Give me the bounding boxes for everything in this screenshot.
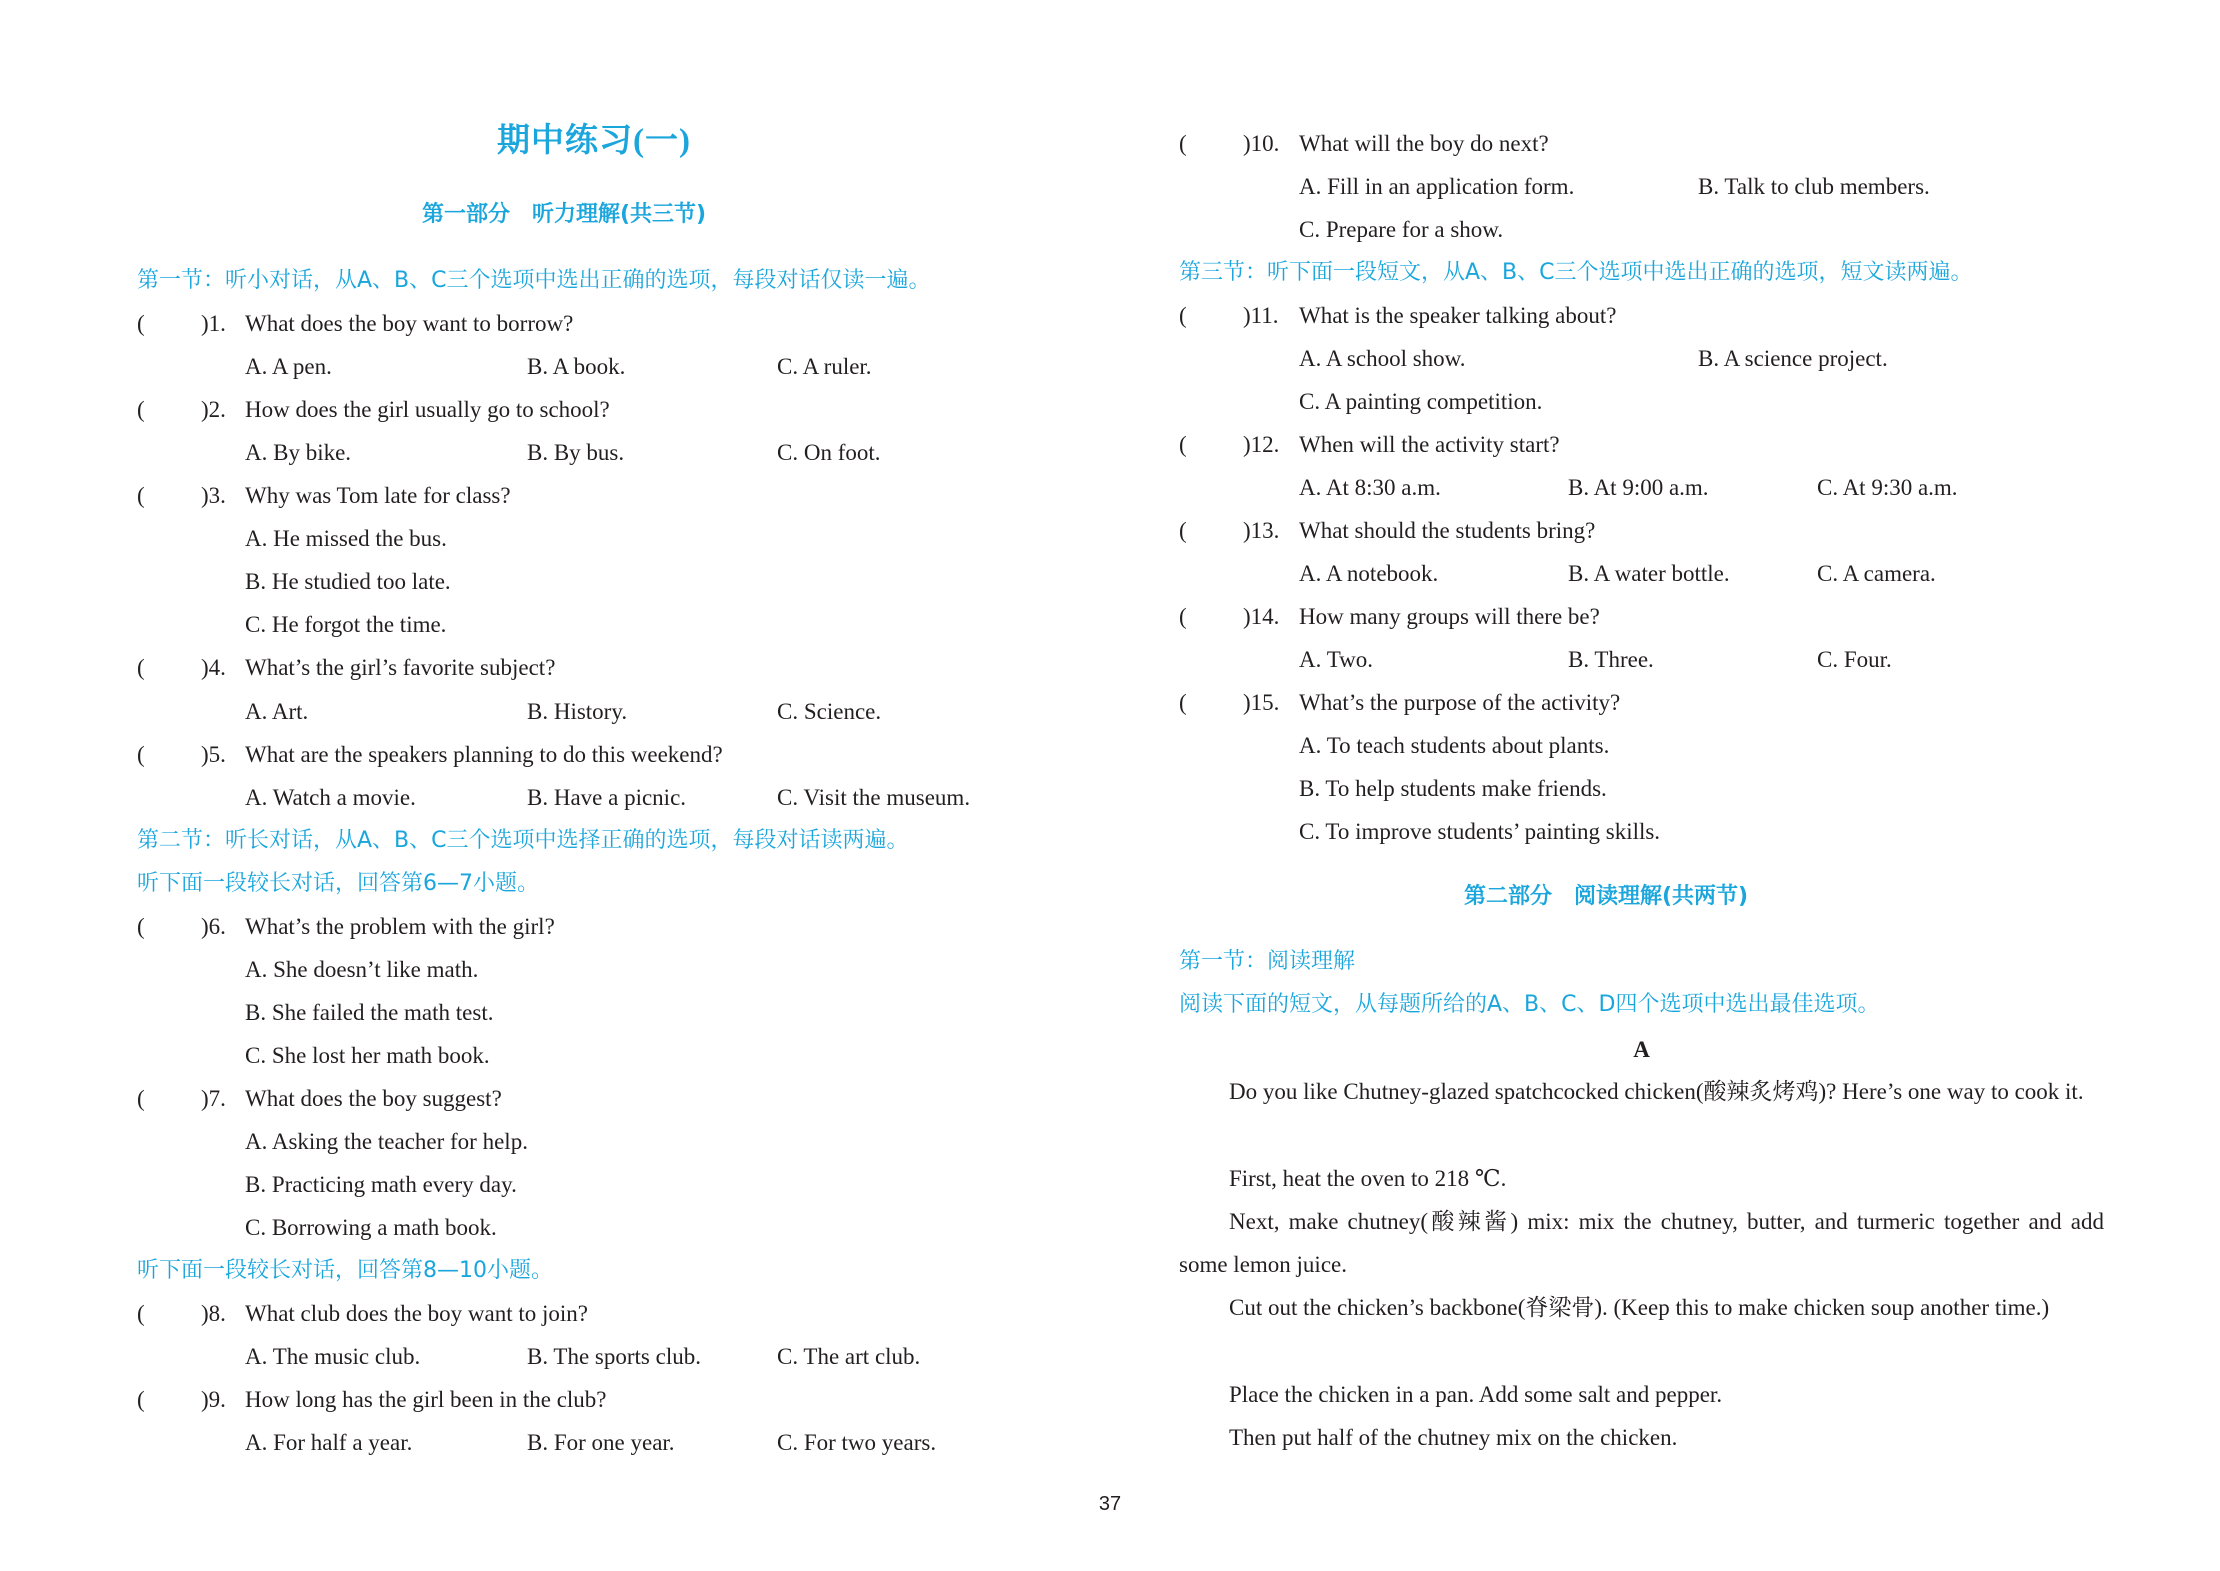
option-a: A. She doesn’t like math. bbox=[245, 957, 479, 982]
page-title: 期中练习(一) bbox=[497, 123, 691, 159]
option-c: C. At 9:30 a.m. bbox=[1817, 475, 1958, 500]
passage-paragraph: Place the chicken in a pan. Add some salt and pepper. bbox=[1229, 1382, 1723, 1407]
right-column bbox=[1179, 0, 2104, 1571]
option-a: A. To teach students about plants. bbox=[1299, 733, 1610, 758]
question-number: )9. bbox=[201, 1387, 226, 1412]
left-column bbox=[137, 0, 1017, 1571]
question-text: Why was Tom late for class? bbox=[245, 483, 511, 508]
option-c: C. She lost her math book. bbox=[245, 1043, 490, 1068]
part2-heading: 第二部分 阅读理解(共两节) bbox=[1464, 884, 1749, 909]
passage-paragraph: Cut out the chicken’s backbone(脊梁骨). (Keep this to make chicken soup another time.) bbox=[1229, 1295, 2050, 1320]
question-number: )2. bbox=[201, 397, 226, 422]
question-number: )14. bbox=[1243, 604, 1280, 629]
option-c: C. He forgot the time. bbox=[245, 612, 447, 637]
question-number: )12. bbox=[1243, 432, 1280, 457]
option-b: B. The sports club. bbox=[527, 1344, 701, 1369]
option-a: A. For half a year. bbox=[245, 1430, 413, 1455]
option-c: C. On foot. bbox=[777, 440, 881, 465]
answer-blank[interactable]: ( bbox=[137, 397, 145, 422]
section2-instruction: 第二节：听长对话，从A、B、C三个选项中选择正确的选项，每段对话读两遍。 bbox=[137, 828, 909, 853]
question-text: What are the speakers planning to do this weekend? bbox=[245, 742, 723, 767]
option-b: B. She failed the math test. bbox=[245, 1000, 494, 1025]
question-number: )13. bbox=[1243, 518, 1280, 543]
option-b: B. History. bbox=[527, 699, 628, 724]
question-text: What club does the boy want to join? bbox=[245, 1301, 589, 1326]
answer-blank[interactable]: ( bbox=[137, 914, 145, 939]
option-b: B. Talk to club members. bbox=[1698, 174, 1930, 199]
question-text: What does the boy suggest? bbox=[245, 1086, 502, 1111]
option-c: C. Science. bbox=[777, 699, 882, 724]
option-a: A. The music club. bbox=[245, 1344, 421, 1369]
answer-blank[interactable]: ( bbox=[137, 1387, 145, 1412]
option-b: B. At 9:00 a.m. bbox=[1568, 475, 1709, 500]
answer-blank[interactable]: ( bbox=[137, 311, 145, 336]
question-text: What’s the girl’s favorite subject? bbox=[245, 655, 556, 680]
section2-subinstruction-2: 听下面一段较长对话，回答第8—10小题。 bbox=[137, 1258, 553, 1283]
passage-paragraph: Do you like Chutney-glazed spatchcocked chicken(酸辣炙烤鸡)? Here’s one way to cook it. bbox=[1229, 1079, 2084, 1104]
question-text: What’s the problem with the girl? bbox=[245, 914, 555, 939]
answer-blank[interactable]: ( bbox=[137, 1301, 145, 1326]
question-number: )11. bbox=[1243, 303, 1279, 328]
option-c: C. A camera. bbox=[1817, 561, 1936, 586]
question-number: )3. bbox=[201, 483, 226, 508]
question-number: )10. bbox=[1243, 131, 1280, 156]
section4-heading: 第一节：阅读理解 bbox=[1179, 949, 1356, 974]
passage-label: A bbox=[1633, 1037, 1650, 1062]
question-text: When will the activity start? bbox=[1299, 432, 1560, 457]
answer-blank[interactable]: ( bbox=[137, 742, 145, 767]
question-text: What will the boy do next? bbox=[1299, 131, 1549, 156]
option-c: C. Borrowing a math book. bbox=[245, 1215, 497, 1240]
answer-blank[interactable]: ( bbox=[137, 1086, 145, 1111]
option-b: B. To help students make friends. bbox=[1299, 776, 1607, 801]
section3-instruction: 第三节：听下面一段短文，从A、B、C三个选项中选出正确的选项，短文读两遍。 bbox=[1179, 260, 1973, 285]
passage-paragraph: Then put half of the chutney mix on the chicken. bbox=[1229, 1425, 1678, 1450]
option-a: A. At 8:30 a.m. bbox=[1299, 475, 1441, 500]
option-a: A. Fill in an application form. bbox=[1299, 174, 1575, 199]
passage-paragraph: First, heat the oven to 218 ℃. bbox=[1229, 1166, 1507, 1191]
option-b: B. A water bottle. bbox=[1568, 561, 1730, 586]
passage-paragraph: Next, make chutney(酸辣酱) mix: mix the chutney, butter, and turmeric together and add some lemon juice. bbox=[1179, 1209, 2104, 1277]
option-c: C. To improve students’ painting skills. bbox=[1299, 819, 1661, 844]
option-b: B. Three. bbox=[1568, 647, 1654, 672]
option-b: B. A book. bbox=[527, 354, 626, 379]
question-text: What should the students bring? bbox=[1299, 518, 1596, 543]
option-a: A. Watch a movie. bbox=[245, 785, 416, 810]
question-number: )5. bbox=[201, 742, 226, 767]
answer-blank[interactable]: ( bbox=[137, 655, 145, 680]
part1-heading: 第一部分 听力理解(共三节) bbox=[422, 202, 707, 227]
option-a: A. Asking the teacher for help. bbox=[245, 1129, 528, 1154]
option-a: A. By bike. bbox=[245, 440, 352, 465]
option-a: A. A notebook. bbox=[1299, 561, 1439, 586]
option-c: C. Prepare for a show. bbox=[1299, 217, 1504, 242]
option-a: A. A school show. bbox=[1299, 346, 1466, 371]
option-b: B. Have a picnic. bbox=[527, 785, 687, 810]
question-number: )4. bbox=[201, 655, 226, 680]
option-b: B. A science project. bbox=[1698, 346, 1888, 371]
option-b: B. By bus. bbox=[527, 440, 625, 465]
section2-subinstruction-1: 听下面一段较长对话，回答第6—7小题。 bbox=[137, 871, 539, 896]
answer-blank[interactable]: ( bbox=[1179, 690, 1187, 715]
section4-instruction: 阅读下面的短文，从每题所给的A、B、C、D四个选项中选出最佳选项。 bbox=[1179, 992, 1880, 1017]
question-number: )1. bbox=[201, 311, 226, 336]
option-c: C. The art club. bbox=[777, 1344, 921, 1369]
question-text: How does the girl usually go to school? bbox=[245, 397, 610, 422]
answer-blank[interactable]: ( bbox=[1179, 432, 1187, 457]
answer-blank[interactable]: ( bbox=[1179, 131, 1187, 156]
option-b: B. He studied too late. bbox=[245, 569, 451, 594]
section1-instruction: 第一节：听小对话，从A、B、C三个选项中选出正确的选项，每段对话仅读一遍。 bbox=[137, 268, 931, 293]
option-c: C. A ruler. bbox=[777, 354, 872, 379]
question-number: )15. bbox=[1243, 690, 1280, 715]
option-c: C. A painting competition. bbox=[1299, 389, 1543, 414]
option-a: A. He missed the bus. bbox=[245, 526, 447, 551]
option-a: A. A pen. bbox=[245, 354, 332, 379]
answer-blank[interactable]: ( bbox=[1179, 518, 1187, 543]
option-b: B. Practicing math every day. bbox=[245, 1172, 517, 1197]
answer-blank[interactable]: ( bbox=[1179, 604, 1187, 629]
answer-blank[interactable]: ( bbox=[1179, 303, 1187, 328]
question-number: )8. bbox=[201, 1301, 226, 1326]
option-b: B. For one year. bbox=[527, 1430, 675, 1455]
question-text: What is the speaker talking about? bbox=[1299, 303, 1617, 328]
option-a: A. Two. bbox=[1299, 647, 1373, 672]
question-number: )6. bbox=[201, 914, 226, 939]
question-number: )7. bbox=[201, 1086, 226, 1111]
answer-blank[interactable]: ( bbox=[137, 483, 145, 508]
option-a: A. Art. bbox=[245, 699, 309, 724]
question-text: What’s the purpose of the activity? bbox=[1299, 690, 1621, 715]
option-c: C. For two years. bbox=[777, 1430, 937, 1455]
option-c: C. Visit the museum. bbox=[777, 785, 971, 810]
option-c: C. Four. bbox=[1817, 647, 1892, 672]
page-number: 37 bbox=[1098, 1493, 1122, 1515]
question-text: How long has the girl been in the club? bbox=[245, 1387, 607, 1412]
question-text: How many groups will there be? bbox=[1299, 604, 1600, 629]
question-text: What does the boy want to borrow? bbox=[245, 311, 574, 336]
